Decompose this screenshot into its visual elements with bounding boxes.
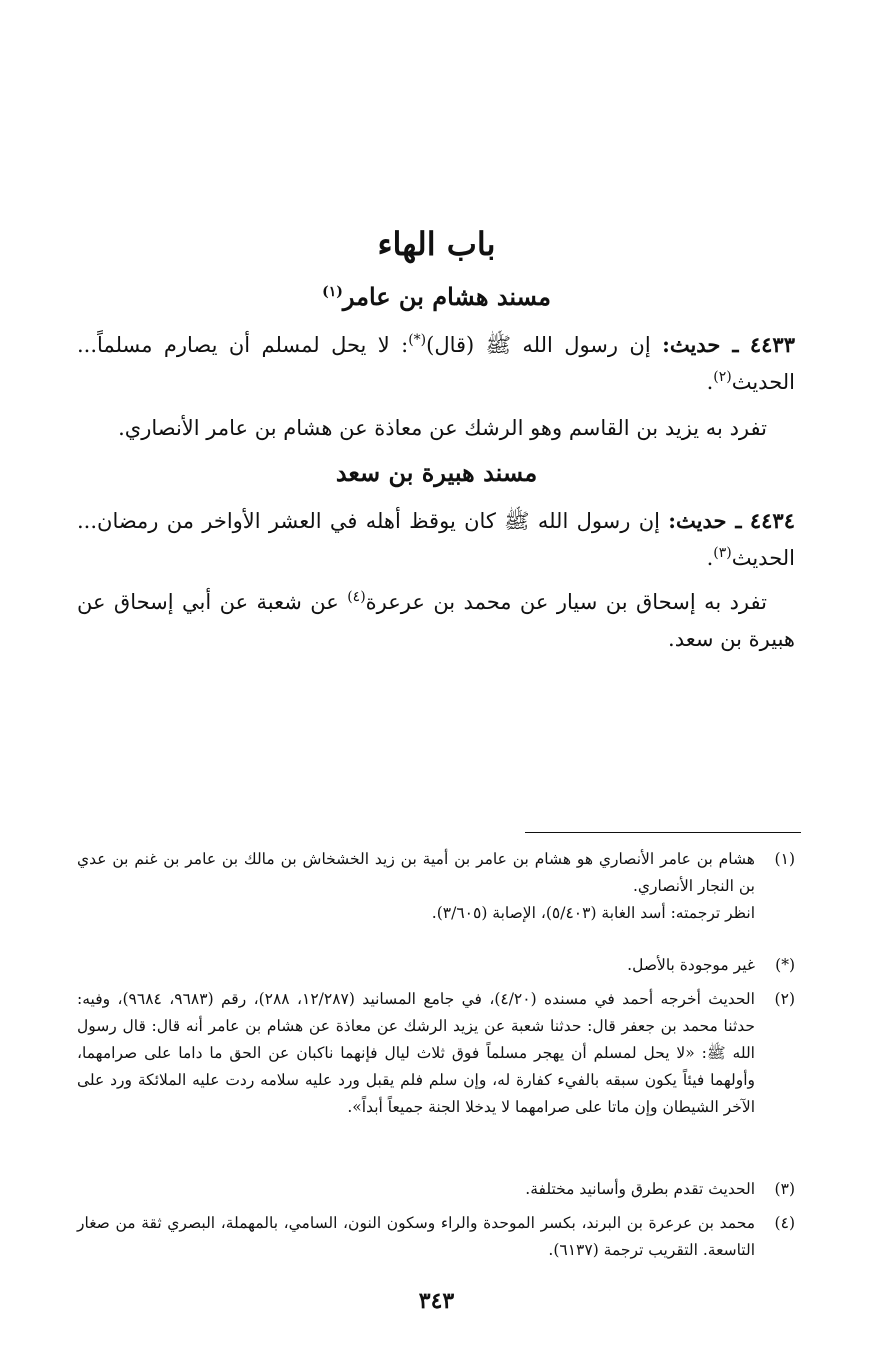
hadith-4434	[77, 502, 795, 577]
page-number: ٣٤٣	[418, 1288, 455, 1314]
section-title-text: مسند هشام بن عامر	[342, 282, 551, 311]
footnote-number: (١)	[774, 850, 795, 868]
footnote-number: (٤)	[774, 1214, 795, 1232]
section-title-hisham	[0, 280, 873, 314]
hadith-label: ـ حديث:	[668, 508, 742, 533]
footnote-3	[77, 1176, 795, 1203]
footnote-text: الحديث أخرجه أحمد في مسنده (٤/٢٠)، في جامع المسانيد (١٢/٢٨٧، ٢٨٨)، رقم (٩٦٨٣، ٩٦٨٤)، وفيه: حدثنا محمد بن جعفر قال: حدثنا شعبة عن يزيد الرشك عن معاذة عن هشام بن عامر أنه قال: قال رسول الله ﷺ: «لا يحل لمسلم أن يهجر مسلماً فوق ثلاث ليال فإنهما ناكبان عن الحق ما داما على صرامهما، وأولهما فيئاً يكون سبقه بالفيء كفارة له، وإن سلم فلم يقبل ورد عليه سلامه ردت عليه الملائكة ورد على الآخر الشيطان وإن ماتا على صرامهما لا يدخلا الجنة جميعاً أبداً».	[77, 990, 755, 1116]
footnote-extra: انظر ترجمته: أسد الغابة (٥/٤٠٣)، الإصابة (٣/٦٠٥).	[431, 904, 755, 922]
footnote-text: غير موجودة بالأصل.	[627, 956, 755, 974]
footnote-text: هشام بن عامر الأنصاري هو هشام بن عامر بن أمية بن زيد الخشخاش بن مالك بن عامر بن غنم بن عدي بن النجار الأنصاري.	[77, 850, 755, 895]
hadith-text-cont: : لا يحل لمسلم أن يصارم مسلماً... الحديث	[77, 333, 795, 394]
footnote-ref: (١)	[322, 284, 343, 300]
footnote-number: (٢)	[774, 990, 795, 1008]
footnote-4	[77, 1210, 795, 1264]
footnote-separator	[525, 832, 801, 833]
hadith-label: ـ حديث:	[662, 332, 739, 357]
hadith-note-4433: تفرد به يزيد بن القاسم وهو الرشك عن معاذة عن هشام بن عامر الأنصاري.	[118, 416, 767, 440]
footnote-ref: (٢)	[713, 369, 732, 385]
note-text-cont: عن شعبة عن أبي إسحاق عن هبيرة بن سعد.	[77, 590, 795, 651]
chapter-title: باب الهاء	[377, 225, 496, 263]
hadith-number: ٤٤٣٣	[749, 332, 795, 357]
footnote-1	[77, 846, 795, 927]
hadith-text: إن رسول الله ﷺ (قال)	[426, 333, 651, 357]
footnote-2	[77, 986, 795, 1121]
footnote-star	[77, 952, 795, 979]
hadith-note-4434	[77, 584, 795, 658]
footnote-text: الحديث تقدم بطرق وأسانيد مختلفة.	[525, 1180, 755, 1198]
footnote-text: محمد بن عرعرة بن البرند، بكسر الموحدة والراء وسكون النون، السامي، بالمهملة، البصري ثقة من صغار التاسعة. التقريب ترجمة (٦١٣٧).	[77, 1214, 755, 1259]
hadith-end: .	[706, 546, 714, 570]
footnote-ref: (٣)	[713, 545, 732, 561]
hadith-end: .	[706, 370, 714, 394]
footnote-number: (٣)	[774, 1180, 795, 1198]
hadith-4433	[77, 326, 795, 401]
section-title-hubayra: مسند هبيرة بن سعد	[335, 458, 538, 487]
footnote-ref-star: (*)	[408, 332, 427, 348]
note-text: تفرد به إسحاق بن سيار عن محمد بن عرعرة	[365, 590, 767, 614]
hadith-text: إن رسول الله ﷺ كان يوقظ أهله في العشر الأواخر من رمضان... الحديث	[77, 509, 795, 570]
footnote-ref: (٤)	[347, 589, 366, 605]
hadith-number: ٤٤٣٤	[749, 508, 795, 533]
footnote-number: (*)	[775, 956, 795, 974]
